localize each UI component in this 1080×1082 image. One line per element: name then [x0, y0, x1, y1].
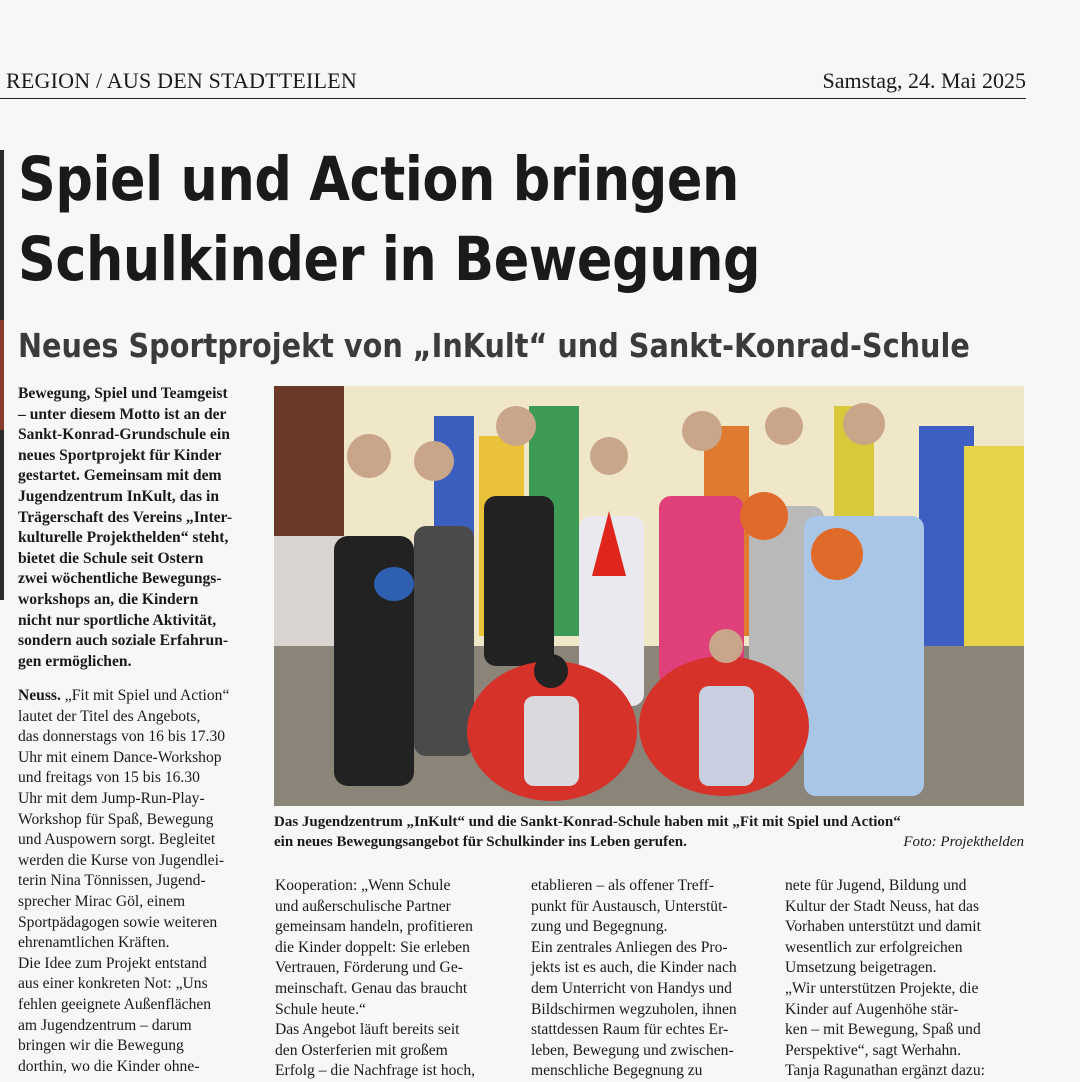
- body-line: nete für Jugend, Bildung und: [785, 877, 967, 894]
- lead-line: Bewegung, Spiel und Teamgeist: [18, 385, 228, 402]
- headline: [18, 140, 887, 300]
- lead-line: bietet die Schule seit Ostern: [18, 549, 204, 567]
- body-line: Schule heute.“: [275, 1000, 366, 1018]
- body-line: Umsetzung beigetragen.: [785, 959, 937, 977]
- body-line: Kinder auf Augenhöhe stär-: [785, 1000, 959, 1018]
- lead-line: Jugendzentrum InKult, das in: [18, 487, 220, 505]
- body-line: dem Unterricht von Handys und: [531, 979, 732, 997]
- body-line: werden die Kurse von Jugendlei-: [18, 851, 225, 869]
- body-line: Erfolg – die Nachfrage ist hoch,: [275, 1062, 476, 1080]
- body-line: aus einer konkreten Not: „Uns: [18, 975, 208, 993]
- body-line: Uhr mit einem Dance-Workshop: [18, 748, 222, 766]
- body-line: Tanja Ragunathan ergänzt dazu:: [785, 1062, 985, 1080]
- photo-credit: Foto: Projekthelden: [903, 834, 1024, 850]
- lead-line: nicht nur sportliche Aktivität,: [18, 611, 217, 629]
- page-header: [0, 68, 1026, 99]
- body-line: am Jugendzentrum – darum: [18, 1016, 192, 1034]
- lead-paragraph: [18, 384, 232, 672]
- photo-caption: [274, 812, 1024, 852]
- body-line: stattdessen Raum für echtes Er-: [531, 1021, 729, 1039]
- body-line: den Osterferien mit großem: [275, 1041, 448, 1059]
- body-line: lautet der Titel des Angebots,: [18, 707, 201, 725]
- lead-line: neues Sportprojekt für Kinder: [18, 446, 222, 464]
- body-line: Workshop für Spaß, Bewegung: [18, 810, 214, 828]
- dateline: Neuss.: [18, 687, 61, 704]
- section-label: REGION / AUS DEN STADTTEILEN: [6, 68, 357, 93]
- article-column-4: [785, 876, 985, 1082]
- lead-line: workshops an, die Kindern: [18, 590, 199, 608]
- lead-line: gestartet. Gemeinsam mit dem: [18, 467, 222, 485]
- body-line: Vertrauen, Förderung und Ge-: [275, 959, 463, 977]
- body-line: zung und Begegnung.: [531, 918, 668, 936]
- headline-line-1: Spiel und Action bringen: [18, 144, 739, 215]
- body-line: und außerschulische Partner: [275, 897, 451, 915]
- body-line: und Auspowern sorgt. Begleitet: [18, 831, 216, 849]
- body-line: Die Idee zum Projekt entstand: [18, 954, 207, 972]
- body-line: Vorhaben unterstützt und damit: [785, 918, 981, 936]
- body-line: etablieren – als offener Treff-: [531, 877, 715, 894]
- body-line: Sportpädagogen sowie weiteren: [18, 913, 218, 931]
- body-line: ehrenamtlichen Kräften.: [18, 934, 170, 952]
- body-line-text: „Fit mit Spiel und Action“: [60, 687, 230, 704]
- body-line: Uhr mit dem Jump-Run-Play-: [18, 789, 205, 807]
- body-line: [18, 686, 229, 707]
- ball: [811, 528, 863, 580]
- body-line: Perspektive“, sagt Werhahn.: [785, 1041, 962, 1059]
- lead-line: gen ermöglichen.: [18, 652, 132, 670]
- body-line: meinschaft. Genau das braucht: [275, 979, 468, 997]
- lead-line: kulturelle Projekthelden“ steht,: [18, 529, 229, 547]
- caption-line: ein neues Bewegungsangebot für Schulkinder ins Leben gerufen.: [274, 834, 687, 850]
- adjacent-page-photo-edge: [0, 320, 4, 430]
- article-photo: [274, 386, 1024, 806]
- subheadline: Neues Sportprojekt von „InKult“ und Sankt-Konrad-Schule: [18, 326, 970, 365]
- body-line: fehlen geeignete Außenflächen: [18, 995, 212, 1013]
- article-column-1: [18, 686, 229, 1077]
- body-line: und freitags von 15 bis 16.30: [18, 769, 200, 787]
- article-column-2: [275, 876, 475, 1082]
- body-line: dorthin, wo die Kinder ohne-: [18, 1057, 200, 1075]
- body-line: leben, Bewegung und zwischen-: [531, 1041, 734, 1059]
- body-line: punkt für Austausch, Unterstüt-: [531, 897, 728, 915]
- issue-date: Samstag, 24. Mai 2025: [822, 68, 1026, 93]
- body-line: das donnerstags von 16 bis 17.30: [18, 728, 226, 746]
- lead-line: sondern auch soziale Erfahrun-: [18, 632, 229, 650]
- lead-line: Trägerschaft des Vereins „Inter-: [18, 508, 233, 526]
- body-line: jekts ist es auch, die Kinder nach: [531, 959, 737, 977]
- body-line: terin Nina Tönnissen, Jugend-: [18, 872, 206, 890]
- body-line: die Kinder doppelt: Sie erleben: [275, 938, 470, 956]
- caption-line: Das Jugendzentrum „InKult“ und die Sankt-Konrad-Schule haben mit „Fit mit Spiel und Action“: [274, 814, 901, 830]
- body-line: wesentlich zur erfolgreichen: [785, 938, 963, 956]
- body-line: menschliche Begegnung zu: [531, 1062, 703, 1080]
- body-line: „Wir unterstützen Projekte, die: [785, 979, 979, 997]
- body-line: Ein zentrales Anliegen des Pro-: [531, 938, 728, 956]
- lead-line: – unter diesem Motto ist an der: [18, 405, 227, 423]
- ball: [740, 492, 788, 540]
- body-line: gemeinsam handeln, profitieren: [275, 918, 473, 936]
- body-line: bringen wir die Bewegung: [18, 1037, 184, 1055]
- article-column-3: [531, 876, 737, 1082]
- headline-line-2: Schulkinder in Bewegung: [18, 224, 761, 295]
- body-line: Kultur der Stadt Neuss, hat das: [785, 897, 980, 915]
- body-line: Kooperation: „Wenn Schule: [275, 877, 451, 894]
- body-line: sprecher Mirac Göl, einem: [18, 892, 186, 910]
- body-line: Bildschirmen wegzuholen, ihnen: [531, 1000, 737, 1018]
- body-line: Das Angebot läuft bereits seit: [275, 1021, 460, 1039]
- lead-line: Sankt-Konrad-Grundschule ein: [18, 426, 230, 444]
- body-line: ken – mit Bewegung, Spaß und: [785, 1021, 981, 1039]
- lead-line: zwei wöchentliche Bewegungs-: [18, 570, 222, 588]
